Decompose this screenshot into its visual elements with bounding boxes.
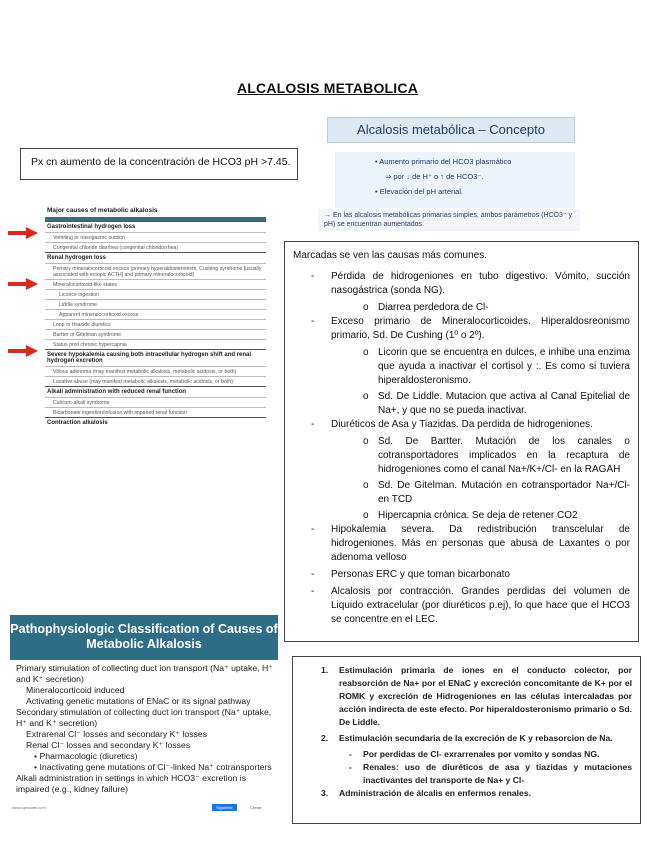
concepto-bullets — [335, 152, 575, 208]
table-row: Mineralocorticoid-like states — [45, 279, 266, 289]
next-button[interactable]: Siguiente — [212, 804, 237, 811]
patho-line: Mineralocorticoid induced — [26, 685, 125, 695]
patho-line: Primary stimulation of collecting duct ion transport (Na⁺ uptake, H⁺ and K⁺ secretion) — [16, 663, 273, 684]
table-row: Congenital chloride diarrhea (congenital chloridorrhea) — [45, 242, 266, 252]
patho-line: Activating genetic mutations of ENaC or its signal pathway — [26, 696, 251, 706]
notes-subitem — [293, 301, 630, 315]
circle-bullet-icon: o — [363, 510, 369, 521]
dash-bullet-icon: - — [311, 419, 315, 430]
notes-item — [293, 315, 630, 343]
notes-subitem-text: Licorin que se encuentra en dulces, e inhibe una enzima que ayuda a inactivar el cortisol y :. Es como si tuviera hiperaldosteronismo. — [378, 347, 630, 386]
summary-subitem-text: Renales: uso de diuréticos de asa y tiazidas y mutaciones inactivantes del transporte de Na+ y Cl- — [363, 762, 632, 785]
patho-line: Renal Cl⁻ losses and secondary K⁺ losses — [26, 740, 191, 750]
patho-line: Secondary stimulation of collecting duct ion transport (Na⁺ uptake, H⁺ and K⁺ secretion) — [16, 707, 272, 728]
summary-number: 2. — [321, 733, 329, 743]
table-section-heading: Alkali administration with reduced renal function — [45, 386, 266, 397]
notes-subitem-text: Sd. De Bartter. Mutación de los canales o cotransportadores implicados en la recaptura de hidrogeniones como el canal Na+/K+/Cl- en la RAGAH — [378, 436, 630, 475]
notes-subitem — [293, 390, 630, 418]
notes-subitem — [293, 435, 630, 477]
table-section-heading: Gastrointestinal hydrogen loss — [45, 221, 266, 232]
notes-item-text: Personas ERC y que toman bicarbonato — [331, 569, 510, 580]
notes-intro: Marcadas se ven las causas más comunes. — [293, 250, 487, 261]
patho-slide-title: Pathophysiologic Classification of Causes of Metabolic Alkalosis — [10, 615, 278, 660]
concepto-slide-title: Alcalosis metabólica – Concepto — [327, 117, 575, 143]
table-row: Laxative abuse (may manifest metabolic alkalosis, metabolic acidosis, or both) — [45, 376, 266, 386]
notes-item-text: Exceso primario de Mineralocorticoides. Hiperaldosreonismo primario, Sd. De Cushing (1º o 2º). — [331, 316, 630, 341]
notes-subitem-text: Diarrea perdedora de Cl- — [378, 302, 489, 313]
table-row: Primary mineralocorticoid excess (primary hyperaldosteronism, Cushing syndrome [usually associated with ectopic ACTH] and primary mineralocorticoid) — [45, 263, 266, 279]
circle-bullet-icon: o — [363, 391, 369, 402]
notes-subitem — [293, 346, 630, 388]
summary-list — [303, 664, 632, 800]
concepto-bullet: • Elevación del pH arterial. — [375, 187, 464, 196]
dash-bullet-icon: - — [349, 749, 352, 759]
causes-notes-box — [284, 241, 639, 642]
table-row: Licorice ingestion — [45, 289, 266, 299]
causes-table-body — [45, 221, 266, 428]
dash-bullet-icon: - — [311, 271, 315, 282]
patho-line: • Pharmacologic (diuretics) — [34, 751, 138, 761]
table-row: Calcium-alkali syndrome — [45, 397, 266, 407]
summary-item-text: Estimulación secundaria de la excreción de K y rebasorcion de Na. — [339, 733, 613, 743]
red-arrow-icon — [8, 227, 38, 239]
dash-bullet-icon: - — [311, 586, 315, 597]
causes-table — [45, 205, 266, 495]
table-row: Vomiting or nasogastric suction — [45, 232, 266, 242]
summary-subitem — [303, 748, 632, 761]
dash-bullet-icon: - — [311, 316, 315, 327]
summary-item — [303, 787, 632, 800]
summary-subitem-text: Por perdidas de Cl- exrarrenales por vomito y sondas NG. — [363, 749, 600, 759]
concepto-bullet: • Aumento primario del HCO3 plasmático — [375, 157, 512, 166]
table-row: Loop or thiazide diuretics — [45, 319, 266, 329]
concepto-note: → En las alcalosis metabólicas primarias simples, ambos parámetros (HCO3⁻ y pH) se encuentran aumentados. — [318, 209, 580, 231]
summary-item-text: Administración de álcalis en enfermos renales. — [339, 788, 531, 798]
notes-item — [293, 270, 630, 298]
circle-bullet-icon: o — [363, 302, 369, 313]
table-section-heading: Contraction alkalosis — [45, 417, 266, 428]
notes-item — [293, 568, 630, 582]
notes-item — [293, 523, 630, 565]
notes-subitem-text: Sd. De Liddle. Mutacion que activa al Canal Epitelial de Na+, y que no se pueda inactivar. — [378, 391, 630, 416]
dash-bullet-icon: - — [311, 569, 315, 580]
circle-bullet-icon: o — [363, 436, 369, 447]
notes-item — [293, 418, 630, 432]
summary-item-text: Estimulación primaria de iones en el conducto colector, por reabsorción de Na+ por el ENaC y excreción concomitante de K+ por el ROMK y excreción de Hidrogeniones en las células intercaladas por acción indirecta de este efecto. Por hiperaldosteronismo primario o Sd. De Liddle. — [339, 665, 632, 727]
table-section-heading: Severe hypokalemia causing both intracellular hydrogen shift and renal hydrogen excretion — [45, 349, 266, 366]
notes-item-text: Hipokalemia severa. Da redistribución transcelular de hidrogeniones. Más en personas que abusa de Laxantes o por adenoma velloso — [331, 524, 630, 563]
notes-subitem-text: Sd. De Gitelman. Mutación en cotransportador Na+/Cl- en TCD — [378, 480, 630, 505]
notes-item-text: Diuréticos de Asa y Tiazidas. Da perdida de hidrogeniones. — [331, 419, 593, 430]
table-row: Status post chronic hypercapnia — [45, 339, 266, 349]
notes-subitem — [293, 509, 630, 523]
notes-subitem-text: Hipercapnia crónica. Se deja de retener CO2 — [378, 510, 578, 521]
definition-box: Px cn aumento de la concentración de HCO3 pH >7.45. — [20, 148, 298, 180]
concepto-bullet: ⇒ por ↓ de H⁺ o ↑ de HCO3⁻. — [385, 172, 484, 181]
dash-bullet-icon: - — [311, 524, 315, 535]
notes-item — [293, 585, 630, 627]
patho-line: Alkali administration in settings in which HCO3⁻ excretion is impaired (e.g., kidney failure) — [16, 773, 247, 794]
page-title: ALCALOSIS METABOLICA — [236, 80, 419, 96]
patho-slide-body — [10, 660, 278, 795]
causes-table-title: Major causes of metabolic alkalosis — [47, 207, 158, 214]
red-arrow-icon — [8, 345, 38, 357]
patho-line: • Inactivating gene mutations of Cl⁻-linked Na⁺ cotransporters — [34, 762, 272, 772]
summary-subitem — [303, 761, 632, 787]
patho-line: Extrarenal Cl⁻ losses and secondary K⁺ losses — [26, 729, 208, 739]
notes-item-text: Pérdida de hidrogeniones en tubo digestivo. Vómito, succión nasogástrica (sonda NG). — [331, 271, 630, 296]
summary-item — [303, 732, 632, 745]
red-arrow-icon — [8, 278, 38, 290]
summary-item — [303, 664, 632, 729]
circle-bullet-icon: o — [363, 480, 369, 491]
circle-bullet-icon: o — [363, 347, 369, 358]
dash-bullet-icon: - — [349, 762, 352, 772]
notes-subitem — [293, 479, 630, 507]
summary-box — [292, 656, 641, 824]
table-row: Villous adenoma (may manifest metabolic alkalosis, metabolic acidosis, or both) — [45, 366, 266, 376]
table-row: Apparent mineralocorticoid excess — [45, 309, 266, 319]
table-section-heading: Renal hydrogen loss — [45, 252, 266, 263]
summary-number: 3. — [321, 788, 329, 798]
footer-source: www.uptodate.com — [12, 805, 46, 810]
slide-footer — [12, 805, 274, 815]
patho-slide — [10, 615, 278, 813]
close-button[interactable]: Cerrar — [250, 805, 262, 810]
summary-number: 1. — [321, 665, 329, 675]
notes-item-text: Alcalosis por contracción. Grandes perdidas del volumen de Liquido extracelular (por diuréticos p.ej), lo que hace que el HCO3 se concentre en el LEC. — [331, 586, 630, 625]
notes-list — [293, 270, 630, 627]
table-row: Bartter or Gitelman syndrome — [45, 329, 266, 339]
table-row: Liddle syndrome — [45, 299, 266, 309]
table-row: Bicarbonate ingestion/infusion with impaired renal function — [45, 407, 266, 417]
